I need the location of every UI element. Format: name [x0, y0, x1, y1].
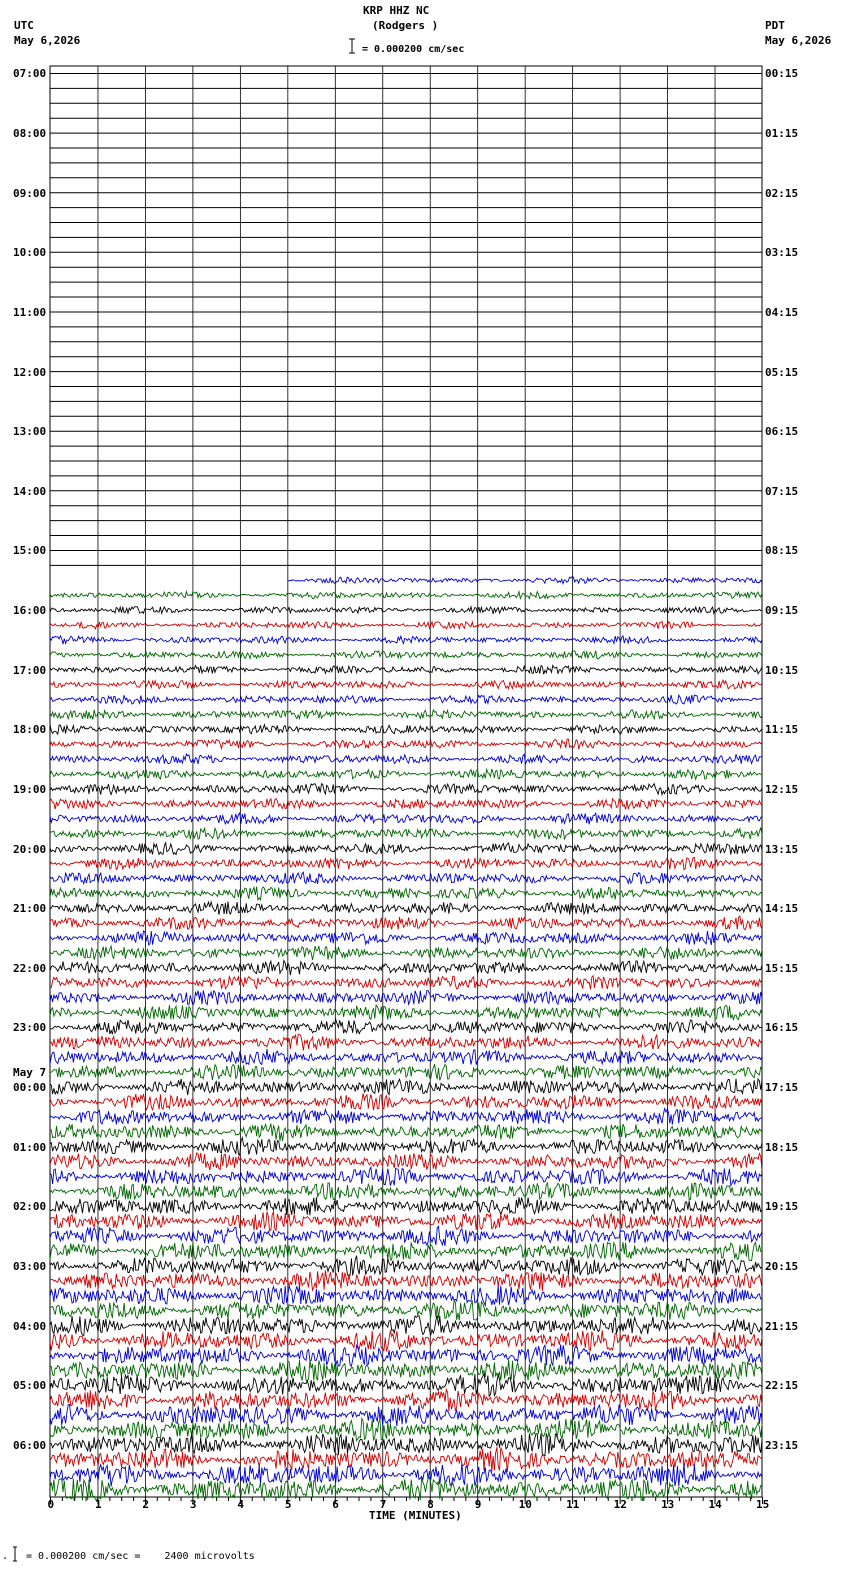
seismic-trace — [50, 991, 762, 1006]
x-tick-label: 10 — [518, 1498, 532, 1511]
x-tick-label: 13 — [661, 1498, 675, 1511]
seismic-trace — [50, 784, 762, 795]
pdt-hour-label: 21:15 — [765, 1319, 799, 1333]
utc-hour-label: 11:00 — [13, 305, 47, 319]
utc-hour-label: 20:00 — [13, 842, 47, 856]
seismic-trace — [50, 1079, 762, 1095]
seismic-trace — [50, 931, 762, 945]
x-tick-label: 6 — [332, 1498, 339, 1511]
seismic-trace — [50, 1286, 762, 1306]
seismic-trace — [50, 754, 762, 764]
x-tick-label: 12 — [613, 1498, 627, 1511]
footer-scale-text: = 0.000200 cm/sec = 2400 microvolts — [26, 1551, 255, 1562]
seismic-trace — [50, 592, 762, 599]
seismic-trace — [50, 1256, 762, 1276]
seismic-trace — [50, 1005, 762, 1020]
x-tick-label: 1 — [94, 1498, 102, 1511]
x-tick-label: 5 — [284, 1498, 292, 1511]
seismic-trace — [50, 1226, 762, 1246]
pdt-hour-label: 06:15 — [765, 425, 799, 439]
pdt-hour-label: 01:15 — [765, 127, 799, 141]
seismic-trace — [50, 961, 762, 976]
seismic-trace — [50, 1270, 762, 1291]
pdt-hour-label: 22:15 — [765, 1379, 799, 1393]
seismic-trace — [50, 636, 762, 644]
seismic-trace — [50, 976, 762, 990]
seismic-trace — [50, 680, 762, 689]
seismic-trace — [50, 710, 762, 720]
x-tick-label: 14 — [708, 1498, 722, 1511]
x-axis-label: TIME (MINUTES) — [369, 1509, 462, 1522]
seismic-trace — [50, 1124, 762, 1141]
seismic-trace — [50, 695, 762, 704]
pdt-hour-label: 08:15 — [765, 544, 799, 558]
seismic-trace — [50, 1374, 762, 1396]
pdt-hour-label: 12:15 — [765, 782, 799, 796]
seismic-trace — [50, 946, 762, 960]
utc-hour-label: 18:00 — [13, 723, 47, 737]
pdt-hour-label: 16:15 — [765, 1021, 799, 1035]
seismic-trace — [50, 842, 762, 854]
seismic-trace — [50, 1345, 762, 1367]
utc-hour-label: 05:00 — [13, 1379, 47, 1393]
x-tick-label: 9 — [474, 1498, 482, 1511]
pdt-hour-label: 11:15 — [765, 723, 799, 737]
seismic-trace — [50, 607, 762, 614]
utc-hour-label: 02:00 — [13, 1200, 47, 1214]
seismic-trace — [50, 1167, 762, 1185]
pdt-hour-label: 10:15 — [765, 663, 799, 677]
pdt-hour-label: 09:15 — [765, 604, 799, 618]
utc-hour-label: 01:00 — [13, 1140, 47, 1154]
right-timezone: PDT — [765, 19, 785, 32]
seismic-trace — [50, 1138, 762, 1156]
seismic-trace — [50, 799, 762, 810]
location-subtitle: (Rodgers ) — [372, 19, 439, 32]
utc-hour-label: 21:00 — [13, 902, 47, 916]
seismic-trace — [50, 1433, 762, 1455]
scale-text: = 0.000200 cm/sec — [362, 44, 465, 55]
grid-layer — [50, 66, 762, 1497]
axis-layer — [51, 1497, 763, 1504]
utc-hour-label: 03:00 — [13, 1259, 47, 1273]
utc-hour-label: 16:00 — [13, 604, 47, 618]
x-tick-label: 8 — [427, 1498, 434, 1511]
seismic-trace — [50, 857, 762, 869]
utc-hour-label: 14:00 — [13, 484, 47, 498]
seismic-trace — [50, 1316, 762, 1336]
seismic-trace — [50, 1034, 762, 1050]
utc-hour-label: 17:00 — [13, 663, 47, 677]
x-tick-label: 3 — [189, 1498, 197, 1511]
x-tick-label: 2 — [142, 1498, 150, 1511]
pdt-hour-label: 04:15 — [765, 305, 799, 319]
plot-frame — [50, 66, 762, 1497]
seismic-trace — [50, 651, 762, 659]
pdt-hour-label: 05:15 — [765, 365, 799, 379]
utc-hour-label: 19:00 — [13, 782, 47, 796]
seismic-trace — [50, 916, 762, 930]
utc-hour-label: 22:00 — [13, 961, 47, 975]
seismic-trace — [50, 828, 762, 840]
utc-hour-label: 10:00 — [13, 246, 47, 260]
utc-hour-label: 09:00 — [13, 186, 47, 200]
x-tick-label: 11 — [566, 1498, 580, 1511]
pdt-hour-label: 07:15 — [765, 484, 799, 498]
seismic-trace — [50, 1049, 762, 1065]
date-change-label: May 7 — [13, 1066, 47, 1080]
right-date: May 6,2026 — [765, 34, 832, 47]
utc-hour-label: 08:00 — [13, 127, 47, 141]
utc-hour-label: 00:00 — [13, 1081, 47, 1095]
pdt-hour-label: 03:15 — [765, 246, 799, 260]
seismic-trace — [50, 665, 762, 674]
x-tick-label: 15 — [756, 1498, 770, 1511]
seismic-trace — [50, 1212, 762, 1231]
trace-layer — [50, 577, 762, 1501]
seismic-trace — [50, 1064, 762, 1080]
seismic-trace — [50, 1300, 762, 1320]
seismic-trace — [50, 1360, 762, 1381]
footer-scale-bar-icon — [4, 1546, 18, 1562]
station-title: KRP HHZ NC — [363, 4, 430, 17]
pdt-hour-label: 23:15 — [765, 1438, 799, 1452]
seismic-trace — [50, 1197, 762, 1215]
pdt-hour-label: 13:15 — [765, 842, 799, 856]
utc-hour-label: 15:00 — [13, 544, 47, 558]
seismic-trace — [50, 1153, 762, 1171]
utc-hour-label: 12:00 — [13, 365, 47, 379]
utc-hour-label: 23:00 — [13, 1021, 47, 1035]
seismic-trace — [50, 622, 762, 629]
utc-hour-label: 04:00 — [13, 1319, 47, 1333]
seismic-trace — [50, 739, 762, 749]
utc-hour-label: 13:00 — [13, 425, 47, 439]
seismic-trace — [50, 813, 762, 824]
seismic-trace — [50, 769, 762, 779]
x-tick-label: 0 — [47, 1498, 55, 1511]
left-date: May 6,2026 — [14, 34, 81, 47]
x-tick-label: 4 — [237, 1498, 244, 1511]
seismic-trace — [50, 872, 762, 884]
scale-bar-icon — [348, 38, 356, 54]
seismic-trace — [50, 1463, 762, 1486]
pdt-hour-label: 20:15 — [765, 1259, 799, 1273]
seismic-trace — [50, 725, 762, 735]
utc-hour-label: 06:00 — [13, 1438, 47, 1452]
pdt-hour-label: 17:15 — [765, 1081, 799, 1095]
seismic-trace — [50, 1242, 762, 1260]
pdt-hour-label: 19:15 — [765, 1200, 799, 1214]
seismic-trace — [50, 1389, 762, 1411]
seismic-trace — [50, 1183, 762, 1200]
seismic-trace — [287, 577, 762, 584]
seismic-trace — [50, 1109, 762, 1125]
left-timezone: UTC — [14, 19, 34, 32]
pdt-hour-label: 14:15 — [765, 902, 799, 916]
pdt-hour-label: 18:15 — [765, 1140, 799, 1154]
seismic-trace — [50, 1447, 762, 1472]
utc-hour-label: 07:00 — [13, 67, 47, 81]
pdt-hour-label: 02:15 — [765, 186, 799, 200]
seismic-trace — [50, 1093, 762, 1110]
seismic-trace — [50, 902, 762, 915]
pdt-hour-label: 15:15 — [765, 961, 799, 975]
seismic-trace — [50, 887, 762, 900]
x-tick-label: 7 — [379, 1498, 387, 1511]
pdt-hour-label: 00:15 — [765, 67, 799, 81]
seismic-trace — [50, 1020, 762, 1035]
